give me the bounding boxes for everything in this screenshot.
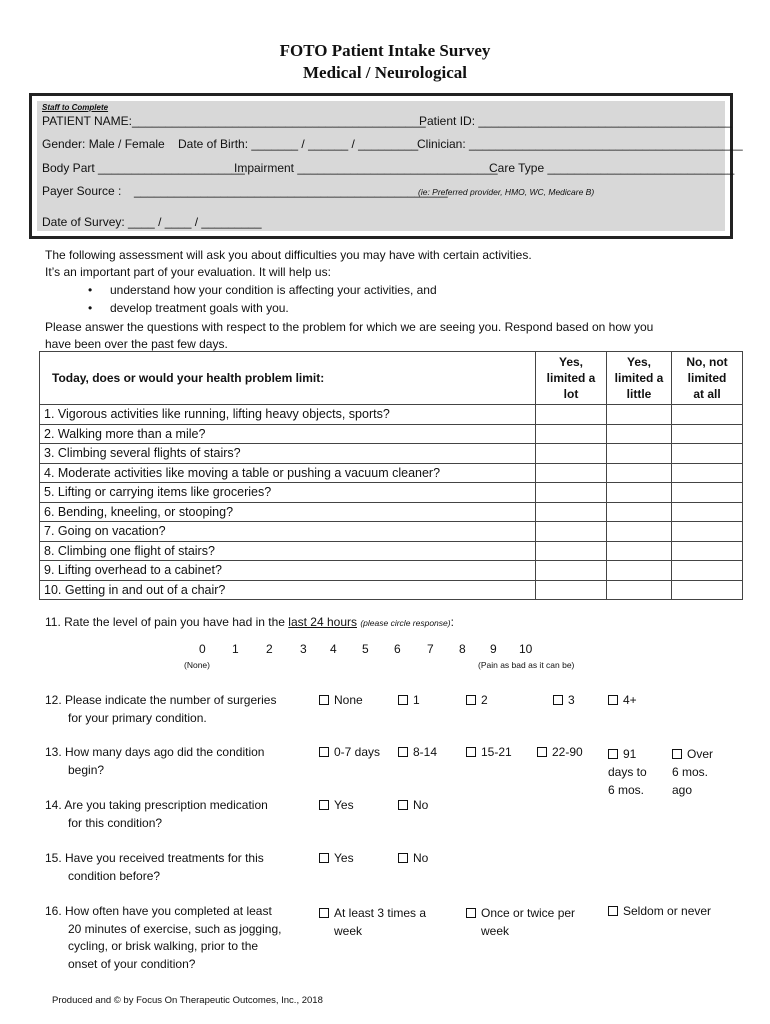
col-not-limited: No, not limited at all	[672, 352, 743, 405]
checkbox-icon	[398, 747, 408, 757]
answer-cell[interactable]	[607, 522, 672, 542]
table-question: 2. Walking more than a mile?	[40, 424, 536, 444]
answer-cell[interactable]	[607, 561, 672, 581]
table-row	[40, 463, 743, 483]
table-question: 1. Vigorous activities like running, lifting heavy objects, sports?	[40, 405, 536, 425]
checkbox-icon	[398, 853, 408, 863]
answer-cell[interactable]	[672, 522, 743, 542]
answer-cell[interactable]	[536, 405, 607, 425]
table-question: 9. Lifting overhead to a cabinet?	[40, 561, 536, 581]
checkbox-icon	[398, 695, 408, 705]
q16-line-2: 20 minutes of exercise, such as jogging,	[68, 922, 282, 936]
answer-cell[interactable]	[536, 541, 607, 561]
checkbox-icon	[319, 908, 329, 918]
q11-hint: (please circle response)	[360, 618, 451, 628]
checkbox-icon	[319, 853, 329, 863]
body-part-field[interactable]: Body Part ______________________	[42, 161, 245, 175]
answer-cell[interactable]	[607, 541, 672, 561]
checkbox-icon	[319, 747, 329, 757]
checkbox-icon	[466, 695, 476, 705]
footer-copyright: Produced and © by Focus On Therapeutic Outcomes, Inc., 2018	[52, 995, 323, 1006]
checkbox-icon	[608, 906, 618, 916]
page-title: FOTO Patient Intake Survey	[279, 41, 491, 60]
patient-id-field[interactable]: Patient ID: ______________________________________	[419, 114, 732, 128]
answer-cell[interactable]	[607, 502, 672, 522]
table-row	[40, 580, 743, 600]
patient-name-field[interactable]: PATIENT NAME:____________________________________________	[42, 114, 426, 128]
pain-low-label: (None)	[184, 660, 210, 670]
table-question: 8. Climbing one flight of stairs?	[40, 541, 536, 561]
answer-cell[interactable]	[536, 444, 607, 464]
answer-cell[interactable]	[672, 444, 743, 464]
q13-option-8-14[interactable]: 8-14	[398, 745, 437, 759]
answer-cell[interactable]	[672, 463, 743, 483]
q14-line-1: 14. Are you taking prescription medication	[45, 798, 268, 812]
q12-option-1[interactable]: 1	[398, 693, 420, 707]
answer-cell[interactable]	[672, 424, 743, 444]
q11-emphasis: last 24 hours	[288, 615, 357, 629]
question-header: Today, does or would your health problem limit:	[40, 352, 536, 405]
intro-line-1: The following assessment will ask you about difficulties you may have with certain activities.	[45, 248, 532, 262]
intro-bullet-2: develop treatment goals with you.	[110, 301, 289, 315]
q13-option-0-7[interactable]: 0-7 days	[319, 745, 380, 759]
answer-cell[interactable]	[672, 502, 743, 522]
answer-cell[interactable]	[607, 444, 672, 464]
table-question: 6. Bending, kneeling, or stooping?	[40, 502, 536, 522]
limitations-table	[39, 351, 743, 600]
checkbox-icon	[553, 695, 563, 705]
page-subtitle: Medical / Neurological	[303, 63, 467, 82]
gender-field[interactable]: Gender: Male / Female	[42, 137, 165, 151]
q16-line-4: onset of your condition?	[68, 957, 196, 971]
survey-date-field[interactable]: Date of Survey: ____ / ____ / _________	[42, 215, 262, 229]
checkbox-icon	[398, 800, 408, 810]
q12-option-none[interactable]: None	[319, 693, 363, 707]
intro-line-3: Please answer the questions with respect to the problem for which we are seeing you. Respond based on how you	[45, 320, 654, 334]
bullet-icon: •	[88, 283, 93, 297]
checkbox-icon	[537, 747, 547, 757]
intro-bullet-1: understand how your condition is affecting your activities, and	[110, 283, 437, 297]
pain-9[interactable]: 9	[490, 642, 497, 656]
answer-cell[interactable]	[672, 580, 743, 600]
table-row	[40, 502, 743, 522]
pain-10[interactable]: 10	[519, 642, 533, 656]
checkbox-icon	[608, 695, 618, 705]
answer-cell[interactable]	[536, 483, 607, 503]
q13-option-91[interactable]: 91 days to 6 mos.	[608, 747, 647, 797]
answer-cell[interactable]	[672, 483, 743, 503]
intro-line-2: It’s an important part of your evaluation. It will help us:	[45, 265, 331, 279]
table-row	[40, 522, 743, 542]
q16-line-1: 16. How often have you completed at least	[45, 904, 272, 918]
q12-option-2[interactable]: 2	[466, 693, 488, 707]
checkbox-icon	[319, 695, 329, 705]
pain-4[interactable]: 4	[330, 642, 337, 656]
checkbox-icon	[466, 747, 476, 757]
q12-line-2: for your primary condition.	[68, 711, 207, 725]
staff-panel	[37, 101, 743, 231]
table-row	[40, 483, 743, 503]
answer-cell[interactable]	[536, 502, 607, 522]
table-row	[40, 561, 743, 581]
staff-section	[29, 93, 743, 239]
bullet-icon: •	[88, 301, 93, 315]
q15-line-1: 15. Have you received treatments for this	[45, 851, 264, 865]
col-limited-a-little: Yes, limited a little	[607, 352, 672, 405]
answer-cell[interactable]	[607, 424, 672, 444]
q12-option-4plus[interactable]: 4+	[608, 693, 637, 707]
payer-source-field[interactable]: _______________________________________________	[134, 184, 448, 198]
q12-option-3[interactable]: 3	[553, 693, 575, 707]
answer-cell[interactable]	[607, 580, 672, 600]
answer-cell[interactable]	[536, 424, 607, 444]
table-question: 4. Moderate activities like moving a table or pushing a vacuum cleaner?	[40, 463, 536, 483]
pain-high-label: (Pain as bad as it can be)	[478, 660, 575, 670]
q14-option-yes[interactable]: Yes	[319, 798, 354, 812]
answer-cell[interactable]	[607, 483, 672, 503]
impairment-field[interactable]: Impairment ______________________________	[234, 161, 498, 175]
answer-cell[interactable]	[536, 580, 607, 600]
q16-option-once-twice[interactable]: Once or twice per week	[466, 904, 575, 940]
q12-line-1: 12. Please indicate the number of surgeries	[45, 693, 277, 707]
checkbox-icon	[319, 800, 329, 810]
answer-cell[interactable]	[536, 522, 607, 542]
table-row	[40, 424, 743, 444]
q16-option-seldom[interactable]: Seldom or never	[608, 904, 711, 918]
table-header-row	[40, 352, 743, 405]
answer-cell[interactable]	[672, 405, 743, 425]
q16-line-3: cycling, or brisk walking, prior to the	[68, 939, 259, 953]
table-question: 3. Climbing several flights of stairs?	[40, 444, 536, 464]
pain-0[interactable]: 0	[199, 642, 206, 656]
care-type-field[interactable]: Care Type ____________________________	[489, 161, 735, 175]
q14-line-2: for this condition?	[68, 816, 163, 830]
payer-source-label: Payer Source :	[42, 184, 122, 198]
checkbox-icon	[672, 749, 682, 759]
q13-line-1: 13. How many days ago did the condition	[45, 745, 265, 759]
answer-cell[interactable]	[536, 463, 607, 483]
col-limited-a-lot: Yes, limited a lot	[536, 352, 607, 405]
checkbox-icon	[466, 908, 476, 918]
table-question: 10. Getting in and out of a chair?	[40, 580, 536, 600]
table-row	[40, 444, 743, 464]
dob-field[interactable]: Date of Birth: _______ / ______ / _________	[178, 137, 419, 151]
table-row	[40, 541, 743, 561]
table-question: 7. Going on vacation?	[40, 522, 536, 542]
q11-prompt: 11. Rate the level of pain you have had in the last 24 hours (please circle response):	[45, 615, 454, 629]
pain-8[interactable]: 8	[459, 642, 466, 656]
answer-cell[interactable]	[672, 561, 743, 581]
intro-line-4: have been over the past few days.	[45, 337, 228, 351]
answer-cell[interactable]	[607, 463, 672, 483]
checkbox-icon	[608, 749, 618, 759]
q15-option-no[interactable]: No	[398, 851, 428, 865]
pain-5[interactable]: 5	[362, 642, 369, 656]
q16-option-3-times[interactable]: At least 3 times a week	[319, 904, 426, 940]
q15-option-yes[interactable]: Yes	[319, 851, 354, 865]
table-row	[40, 405, 743, 425]
q13-option-15-21[interactable]: 15-21	[466, 745, 512, 759]
answer-cell[interactable]	[607, 405, 672, 425]
table-question: 5. Lifting or carrying items like groceries?	[40, 483, 536, 503]
pain-3[interactable]: 3	[300, 642, 307, 656]
q13-option-22-90[interactable]: 22-90	[537, 745, 583, 759]
answer-cell[interactable]	[672, 541, 743, 561]
pain-6[interactable]: 6	[394, 642, 401, 656]
payer-source-hint: (ie: Preferred provider, HMO, WC, Medicare B)	[418, 187, 595, 197]
pain-1[interactable]: 1	[232, 642, 239, 656]
q15-line-2: condition before?	[68, 869, 161, 883]
clinician-field[interactable]: Clinician: _________________________________________	[417, 137, 743, 151]
pain-2[interactable]: 2	[266, 642, 273, 656]
staff-heading: Staff to Complete	[42, 103, 109, 112]
pain-7[interactable]: 7	[427, 642, 434, 656]
q14-option-no[interactable]: No	[398, 798, 428, 812]
answer-cell[interactable]	[536, 561, 607, 581]
q13-line-2: begin?	[68, 763, 105, 777]
q13-option-over-6[interactable]: Over 6 mos. ago	[672, 747, 714, 797]
